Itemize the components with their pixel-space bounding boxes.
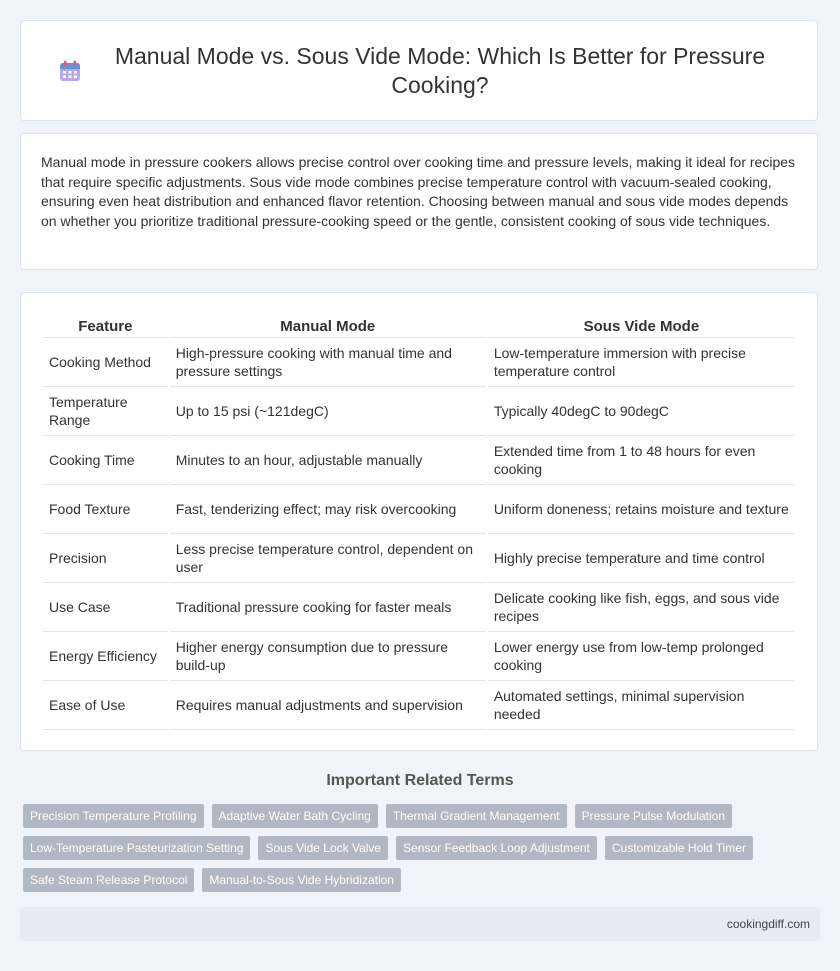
title-wrap bbox=[28, 42, 810, 100]
feature-cell: Cooking Method bbox=[43, 338, 168, 387]
sous-vide-cell: Automated settings, minimal supervision needed bbox=[488, 681, 795, 730]
table-row bbox=[43, 534, 795, 583]
related-terms-tags bbox=[23, 804, 803, 892]
table-row bbox=[43, 583, 795, 632]
intro-card bbox=[20, 133, 818, 270]
related-term-tag[interactable]: Sous Vide Lock Valve bbox=[258, 836, 388, 860]
footer bbox=[20, 907, 820, 941]
table-row bbox=[43, 485, 795, 534]
table-row bbox=[43, 632, 795, 681]
header-manual-mode: Manual Mode bbox=[170, 315, 486, 338]
related-term-tag[interactable]: Sensor Feedback Loop Adjustment bbox=[396, 836, 597, 860]
table-header-row bbox=[43, 315, 795, 338]
feature-cell: Ease of Use bbox=[43, 681, 168, 730]
sous-vide-cell: Lower energy use from low-temp prolonged cooking bbox=[488, 632, 795, 681]
manual-cell: Higher energy consumption due to pressure build-up bbox=[170, 632, 486, 681]
related-term-tag[interactable]: Pressure Pulse Modulation bbox=[575, 804, 732, 828]
related-terms-heading: Important Related Terms bbox=[326, 772, 514, 789]
related-term-tag[interactable]: Low-Temperature Pasteurization Setting bbox=[23, 836, 250, 860]
feature-cell: Use Case bbox=[43, 583, 168, 632]
related-term-tag[interactable]: Safe Steam Release Protocol bbox=[23, 868, 194, 892]
table-row bbox=[43, 436, 795, 485]
manual-cell: Minutes to an hour, adjustable manually bbox=[170, 436, 486, 485]
feature-cell: Food Texture bbox=[43, 485, 168, 534]
title-card bbox=[20, 20, 818, 121]
related-term-tag[interactable]: Thermal Gradient Management bbox=[386, 804, 567, 828]
manual-cell: Less precise temperature control, dependent on user bbox=[170, 534, 486, 583]
comparison-card bbox=[20, 292, 818, 751]
manual-cell: High-pressure cooking with manual time and pressure settings bbox=[170, 338, 486, 387]
footer-site-link[interactable]: cookingdiff.com bbox=[726, 917, 810, 931]
manual-cell: Traditional pressure cooking for faster meals bbox=[170, 583, 486, 632]
header-feature: Feature bbox=[43, 315, 168, 338]
manual-cell: Fast, tenderizing effect; may risk overcooking bbox=[170, 485, 486, 534]
related-term-tag[interactable]: Adaptive Water Bath Cycling bbox=[212, 804, 378, 828]
feature-cell: Cooking Time bbox=[43, 436, 168, 485]
table-row bbox=[43, 338, 795, 387]
manual-cell: Up to 15 psi (~121degC) bbox=[170, 387, 486, 436]
header-sous-vide-mode: Sous Vide Mode bbox=[488, 315, 795, 338]
related-term-tag[interactable]: Precision Temperature Profiling bbox=[23, 804, 204, 828]
sous-vide-cell: Highly precise temperature and time control bbox=[488, 534, 795, 583]
feature-cell: Energy Efficiency bbox=[43, 632, 168, 681]
feature-cell: Precision bbox=[43, 534, 168, 583]
related-term-tag[interactable]: Customizable Hold Timer bbox=[605, 836, 753, 860]
sous-vide-cell: Extended time from 1 to 48 hours for even cooking bbox=[488, 436, 795, 485]
sous-vide-cell: Typically 40degC to 90degC bbox=[488, 387, 795, 436]
sous-vide-cell: Delicate cooking like fish, eggs, and sous vide recipes bbox=[488, 583, 795, 632]
related-term-tag[interactable]: Manual-to-Sous Vide Hybridization bbox=[202, 868, 401, 892]
calendar-icon bbox=[58, 59, 82, 83]
table-row bbox=[43, 387, 795, 436]
page-title: Manual Mode vs. Sous Vide Mode: Which Is Better for Pressure Cooking? bbox=[114, 42, 766, 98]
table-row bbox=[43, 681, 795, 730]
sous-vide-cell: Low-temperature immersion with precise temperature control bbox=[488, 338, 795, 387]
sous-vide-cell: Uniform doneness; retains moisture and texture bbox=[488, 485, 795, 534]
feature-cell: Temperature Range bbox=[43, 387, 168, 436]
intro-paragraph: Manual mode in pressure cookers allows precise control over cooking time and pressure levels, making it ideal for recipes that require specific adjustments. Sous vide mode combines precise temperature control with vacuum-sealed cooking, ensuring even heat distribution and enhanced flavor retention. Choosing between manual and sous vide modes depends on whether you prioritize traditional pressure-cooking speed or the gentle, consistent cooking of sous vide techniques. bbox=[41, 154, 796, 229]
manual-cell: Requires manual adjustments and supervision bbox=[170, 681, 486, 730]
comparison-table bbox=[41, 315, 797, 730]
